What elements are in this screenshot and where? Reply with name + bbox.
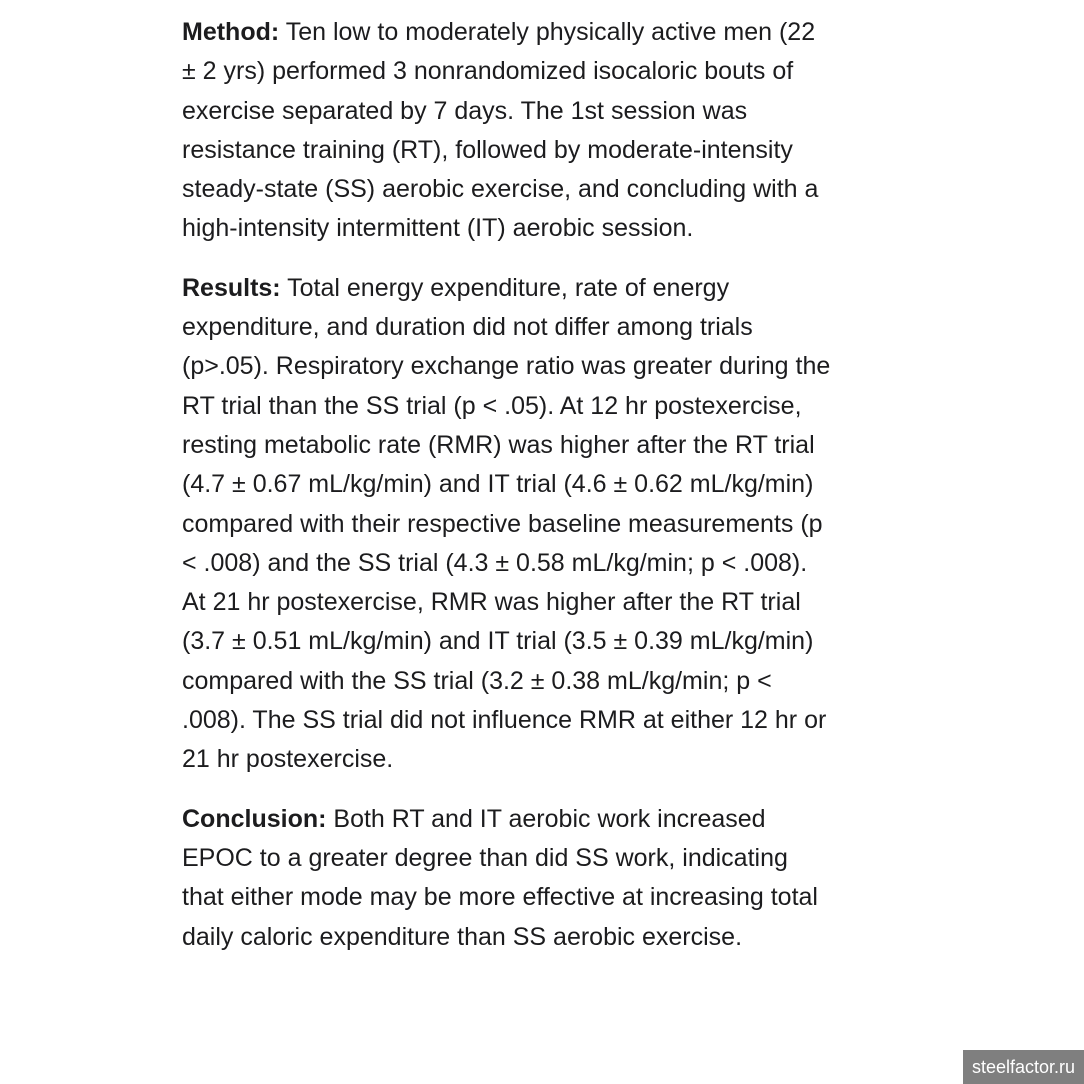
method-heading: Method:: [182, 18, 280, 46]
results-text: Total energy expenditure, rate of energy expenditure, and duration did not differ among trials (p>.05). Respiratory exchange ratio was greater during the RT trial than the SS trial (p < .05). At 12 hr postexercise, resting metabolic rate (RMR) was higher after the RT trial (4.7 ± 0.67 mL/kg/min) and IT trial (4.6 ± 0.62 mL/kg/min) compared with their respective baseline measurements (p < .008) and the SS trial (4.3 ± 0.58 mL/kg/min; p < .008). At 21 hr postexercise, RMR was higher after the RT trial (3.7 ± 0.51 mL/kg/min) and IT trial (3.5 ± 0.39 mL/kg/min) compared with the SS trial (3.2 ± 0.38 mL/kg/min; p < .008). The SS trial did not influence RMR at either 12 hr or 21 hr postexercise.: [182, 273, 831, 774]
conclusion-text: Both RT and IT aerobic work increased EPOC to a greater degree than did SS work, indicating that either mode may be more effective at increasing total daily caloric expenditure than SS aerobic exercise.: [182, 804, 818, 951]
conclusion-heading: Conclusion:: [182, 804, 327, 833]
results-paragraph: [182, 269, 832, 780]
results-heading: Results:: [182, 273, 281, 302]
method-paragraph: [182, 13, 832, 249]
watermark-label: steelfactor.ru: [963, 1050, 1084, 1084]
method-text: Ten low to moderately physically active men (22 ± 2 yrs) performed 3 nonrandomized isocaloric bouts of exercise separated by 7 days. The 1st session was resistance training (RT), followed by moderate-intensity steady-state (SS) aerobic exercise, and concluding with a high-intensity intermittent (IT) aerobic session.: [182, 18, 819, 243]
conclusion-paragraph: [182, 800, 832, 957]
article-body: [182, 13, 832, 977]
